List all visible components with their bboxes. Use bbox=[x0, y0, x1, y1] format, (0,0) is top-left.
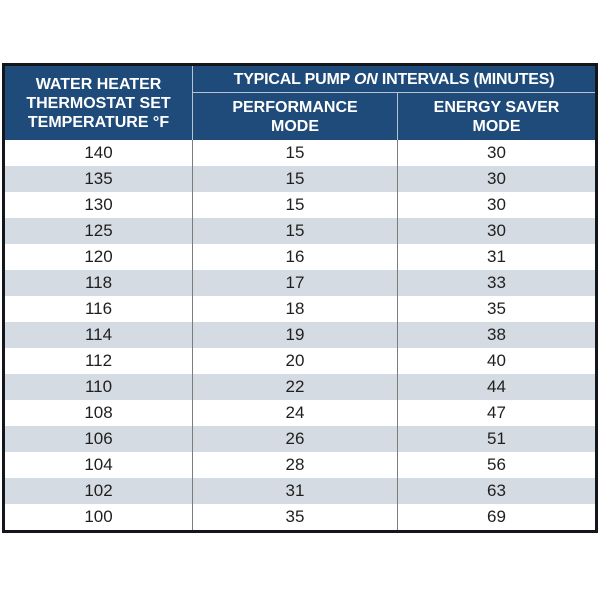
header-thermostat-line-2: THERMOSTAT SET bbox=[26, 94, 171, 112]
energy-saver-cell: 31 bbox=[398, 244, 595, 270]
temp-cell: 114 bbox=[5, 322, 193, 348]
table-body bbox=[5, 140, 595, 530]
table-row bbox=[5, 270, 595, 296]
performance-cell: 19 bbox=[193, 322, 398, 348]
temp-cell: 116 bbox=[5, 296, 193, 322]
performance-cell: 22 bbox=[193, 374, 398, 400]
temp-cell: 135 bbox=[5, 166, 193, 192]
header-thermostat-line-1: WATER HEATER bbox=[35, 75, 162, 93]
header-span-suffix: INTERVALS (MINUTES) bbox=[377, 70, 555, 88]
temp-cell: 106 bbox=[5, 426, 193, 452]
table-row bbox=[5, 296, 595, 322]
energy-saver-cell: 47 bbox=[398, 400, 595, 426]
header-span-prefix: TYPICAL PUMP bbox=[233, 70, 355, 88]
energy-saver-cell: 30 bbox=[398, 192, 595, 218]
header-performance-mode bbox=[193, 93, 398, 140]
table-row bbox=[5, 478, 595, 504]
energy-saver-cell: 30 bbox=[398, 218, 595, 244]
performance-cell: 28 bbox=[193, 452, 398, 478]
header-energy-line-2: MODE bbox=[472, 117, 521, 135]
performance-cell: 15 bbox=[193, 218, 398, 244]
temp-cell: 125 bbox=[5, 218, 193, 244]
performance-cell: 31 bbox=[193, 478, 398, 504]
temp-cell: 100 bbox=[5, 504, 193, 530]
energy-saver-cell: 35 bbox=[398, 296, 595, 322]
temp-cell: 130 bbox=[5, 192, 193, 218]
energy-saver-cell: 33 bbox=[398, 270, 595, 296]
temp-cell: 104 bbox=[5, 452, 193, 478]
table-row bbox=[5, 400, 595, 426]
performance-cell: 16 bbox=[193, 244, 398, 270]
header-typical-pump-on-intervals bbox=[193, 66, 595, 93]
table-row bbox=[5, 374, 595, 400]
table-row bbox=[5, 348, 595, 374]
performance-cell: 15 bbox=[193, 140, 398, 166]
pump-intervals-table bbox=[2, 63, 598, 533]
performance-cell: 18 bbox=[193, 296, 398, 322]
table-row bbox=[5, 244, 595, 270]
header-performance-line-1: PERFORMANCE bbox=[232, 98, 358, 116]
energy-saver-cell: 56 bbox=[398, 452, 595, 478]
temp-cell: 140 bbox=[5, 140, 193, 166]
header-span-on: ON bbox=[354, 70, 378, 88]
temp-cell: 120 bbox=[5, 244, 193, 270]
header-performance-line-2: MODE bbox=[271, 117, 319, 135]
table-row bbox=[5, 192, 595, 218]
header-energy-saver-mode bbox=[398, 93, 595, 140]
temp-cell: 112 bbox=[5, 348, 193, 374]
table-row bbox=[5, 426, 595, 452]
energy-saver-cell: 63 bbox=[398, 478, 595, 504]
performance-cell: 20 bbox=[193, 348, 398, 374]
table-row bbox=[5, 166, 595, 192]
performance-cell: 15 bbox=[193, 192, 398, 218]
header-thermostat-temperature bbox=[5, 66, 193, 140]
header-thermostat-line-3: TEMPERATURE °F bbox=[27, 113, 170, 131]
temp-cell: 110 bbox=[5, 374, 193, 400]
energy-saver-cell: 69 bbox=[398, 504, 595, 530]
energy-saver-cell: 38 bbox=[398, 322, 595, 348]
table-header bbox=[5, 66, 595, 140]
energy-saver-cell: 30 bbox=[398, 140, 595, 166]
table-row bbox=[5, 140, 595, 166]
table-row bbox=[5, 452, 595, 478]
performance-cell: 35 bbox=[193, 504, 398, 530]
performance-cell: 26 bbox=[193, 426, 398, 452]
energy-saver-cell: 44 bbox=[398, 374, 595, 400]
energy-saver-cell: 30 bbox=[398, 166, 595, 192]
temp-cell: 118 bbox=[5, 270, 193, 296]
table-row bbox=[5, 218, 595, 244]
temp-cell: 108 bbox=[5, 400, 193, 426]
energy-saver-cell: 40 bbox=[398, 348, 595, 374]
header-energy-line-1: ENERGY SAVER bbox=[433, 98, 560, 116]
energy-saver-cell: 51 bbox=[398, 426, 595, 452]
table-row bbox=[5, 504, 595, 530]
performance-cell: 15 bbox=[193, 166, 398, 192]
performance-cell: 24 bbox=[193, 400, 398, 426]
table-row bbox=[5, 322, 595, 348]
temp-cell: 102 bbox=[5, 478, 193, 504]
performance-cell: 17 bbox=[193, 270, 398, 296]
